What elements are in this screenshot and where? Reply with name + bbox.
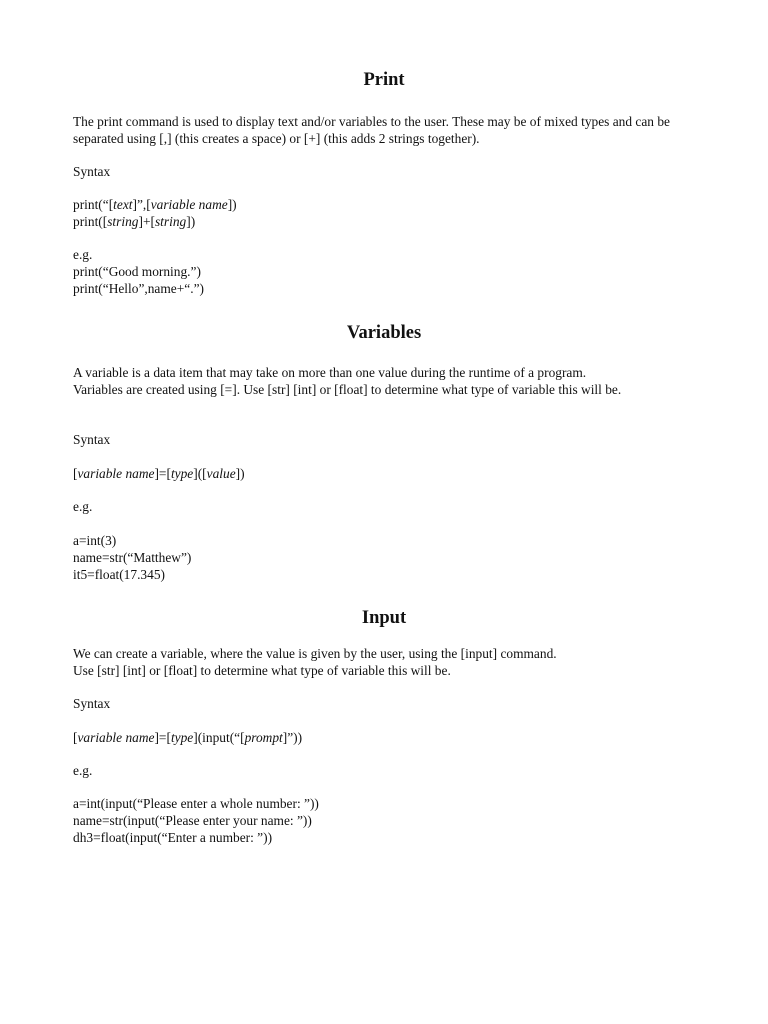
syntax-placeholder-type: type — [170, 730, 194, 745]
print-example-line: print(“Hello”,name+“.”) — [73, 280, 204, 296]
input-description-line-2: Use [str] [int] or [float] to determine what type of variable this will be. — [73, 662, 451, 678]
syntax-placeholder-type: type — [170, 466, 194, 481]
input-heading: Input — [361, 608, 407, 628]
syntax-placeholder-variable-name: variable name — [77, 466, 155, 481]
syntax-part: ]) — [186, 213, 196, 229]
input-description — [73, 646, 713, 680]
print-syntax-block — [73, 197, 713, 231]
syntax-part: ]”,[ — [132, 197, 151, 212]
syntax-part: ]+[ — [138, 213, 155, 229]
variables-heading: Variables — [346, 323, 422, 343]
print-eg-label: e.g. — [73, 247, 93, 262]
variables-syntax-label: Syntax — [73, 432, 111, 447]
variables-description-line-1: A variable is a data item that may take on more than one value during the runtime of a program. — [73, 365, 587, 380]
syntax-part: [ — [73, 730, 78, 745]
syntax-part: ](input(“[ — [193, 730, 245, 745]
variables-example-line: a=int(3) — [73, 533, 117, 548]
syntax-part: ]) — [227, 197, 237, 212]
input-example-line: a=int(input(“Please enter a whole number: ”)) — [73, 796, 319, 811]
print-syntax-line-2 — [73, 214, 713, 231]
print-syntax-label: Syntax — [73, 164, 111, 179]
syntax-part: ]([ — [193, 466, 207, 481]
input-eg-label: e.g. — [73, 763, 93, 778]
print-heading: Print — [363, 70, 405, 90]
syntax-part: print([ — [73, 213, 108, 229]
syntax-part: print(“[ — [73, 197, 114, 212]
syntax-placeholder-variable-name: variable name — [150, 197, 228, 212]
input-examples-block — [73, 796, 713, 846]
print-examples-block — [73, 247, 713, 297]
syntax-placeholder-text: text — [113, 197, 133, 212]
syntax-part: [ — [73, 466, 78, 481]
variables-syntax-block — [73, 466, 713, 483]
variables-description — [73, 365, 713, 399]
syntax-placeholder-prompt: prompt — [244, 730, 283, 745]
input-example-line: name=str(input(“Please enter your name: ”)) — [73, 812, 312, 828]
syntax-part: ]=[ — [154, 730, 171, 745]
print-description-text: The print command is used to display text and/or variables to the user. These may be of mixed types and can be separated using [,] (this creates a space) or [+] (this adds 2 strings together). — [73, 114, 670, 146]
input-description-line-1: We can create a variable, where the value is given by the user, using the [input] command. — [73, 646, 557, 661]
input-example-line: dh3=float(input(“Enter a number: ”)) — [73, 829, 273, 845]
syntax-part: ]”)) — [282, 730, 303, 745]
variables-eg-label: e.g. — [73, 499, 93, 514]
variables-examples-block — [73, 533, 713, 583]
print-syntax-line-1 — [73, 197, 713, 214]
variables-example-line: name=str(“Matthew”) — [73, 549, 192, 565]
input-syntax-block — [73, 730, 713, 747]
syntax-part: ]) — [235, 466, 245, 481]
print-example-line: print(“Good morning.”) — [73, 263, 201, 279]
variables-example-line: it5=float(17.345) — [73, 566, 165, 582]
syntax-placeholder-string: string — [107, 213, 139, 229]
input-syntax-label: Syntax — [73, 696, 111, 711]
variables-description-line-2: Variables are created using [=]. Use [str] [int] or [float] to determine what type of variable this will be. — [73, 381, 622, 397]
syntax-placeholder-variable-name: variable name — [77, 730, 155, 745]
syntax-placeholder-string: string — [154, 213, 187, 229]
syntax-part: ]=[ — [154, 466, 171, 481]
syntax-placeholder-value: value — [206, 466, 236, 481]
print-description — [73, 114, 713, 148]
input-syntax-line — [73, 730, 713, 747]
variables-syntax-line — [73, 466, 713, 483]
